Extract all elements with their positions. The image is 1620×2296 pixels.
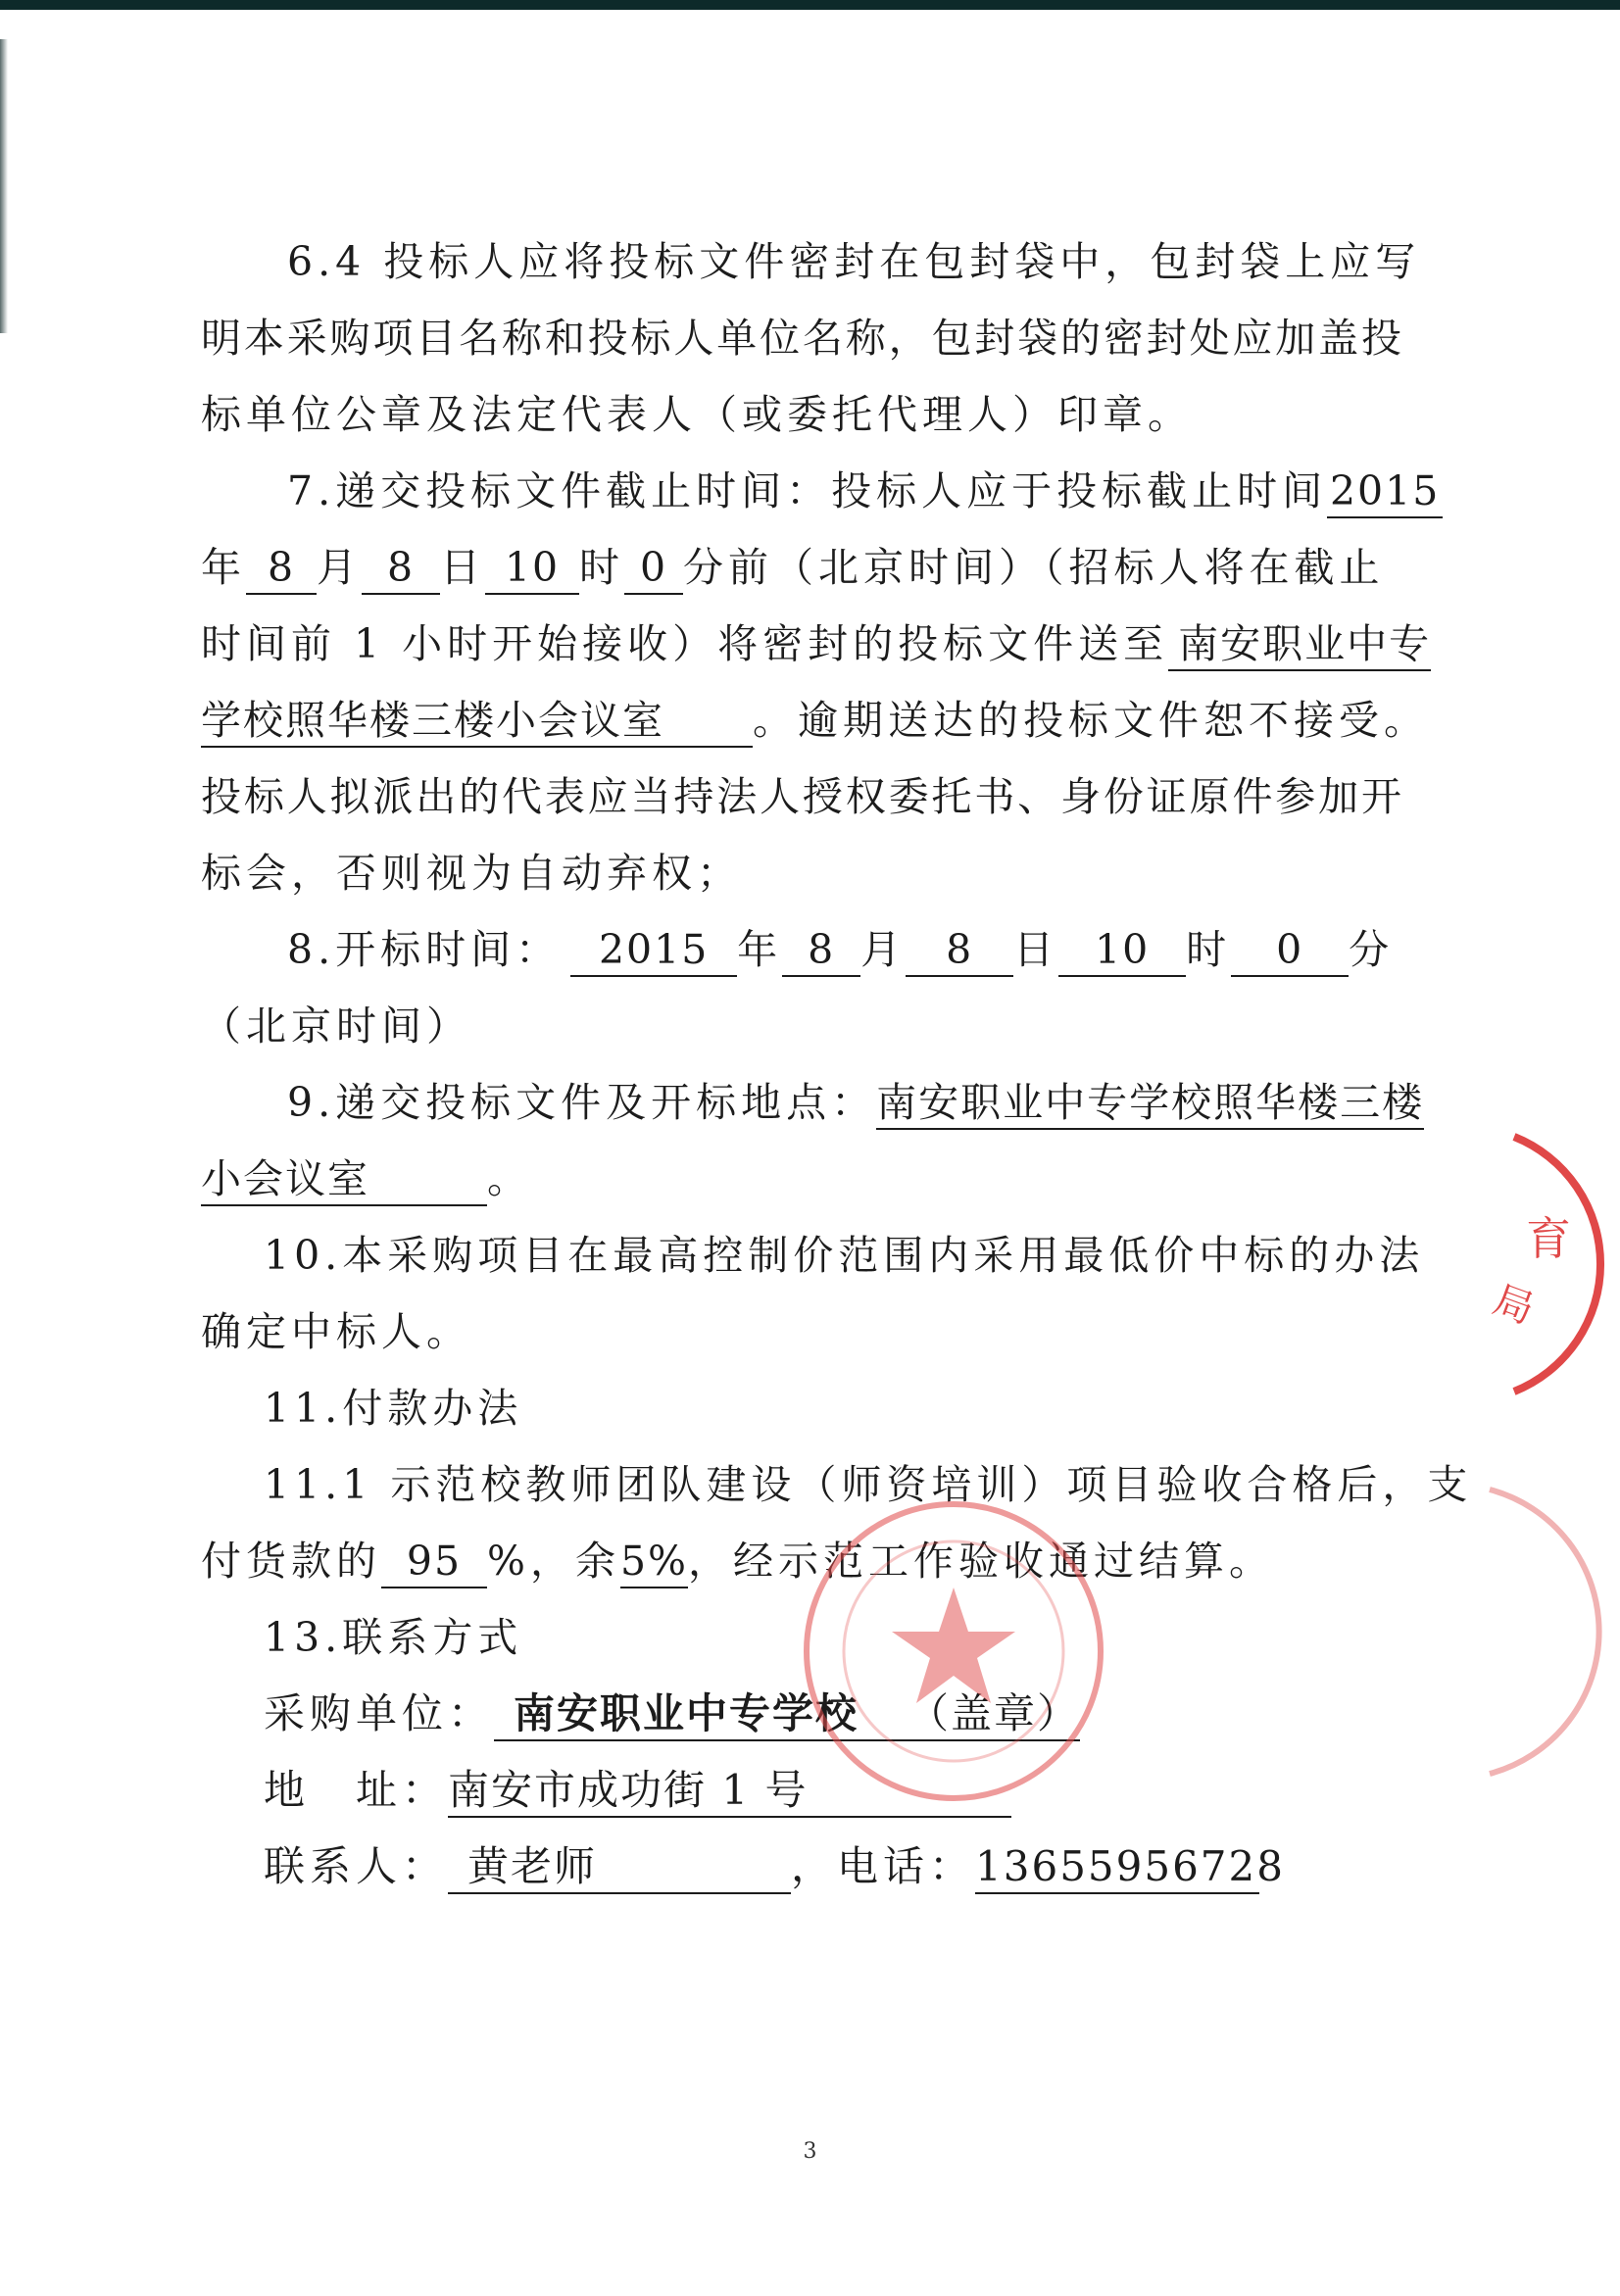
p13-contact-line [201,1829,1401,1905]
p7-line3-text: 时间前 1 小时开始接收）将密封的投标文件送至 [201,620,1169,667]
p7-day-value: 8 [362,542,440,595]
p8-year-unit: 年 [737,926,783,973]
p11-percent-value: 95 [381,1536,487,1588]
p7-month-unit: 月 [317,544,362,591]
p7-place-part2: 学校照华楼三楼小会议室 [201,695,753,748]
buyer-name: 南安职业中专学校 [514,1689,859,1737]
p11-text1: 11.1 示范校教师团队建设（师资培训）项目验收合格后，支 [264,1461,1473,1508]
p7-year-unit: 年 [201,544,246,591]
p6-4-text3: 标单位公章及法定代表人（或委托代理人）印章。 [201,391,1193,438]
p10-text2: 确定中标人。 [201,1308,471,1355]
p7-hour-unit: 时 [579,544,624,591]
address-label: 地 址： [264,1766,449,1814]
p9-line1 [201,1064,1425,1141]
p7-line6 [201,835,1401,911]
p8-hour-value: 10 [1058,924,1186,977]
p11-rest-value: 5% [620,1536,688,1588]
p7-minute-value: 0 [624,542,683,595]
p13-title: 13.联系方式 [264,1614,523,1661]
p7-line2 [201,529,1401,606]
p8-day-value: 8 [906,924,1013,977]
p8-year-value: 2015 [570,924,737,977]
p6-4-text2: 明本采购项目名称和投标人单位名称，包封袋的密封处应加盖投 [201,315,1401,362]
p11-pre: 付货款的 [201,1538,381,1585]
right-margin-seal-top [1455,1117,1620,1411]
scan-left-edge [0,39,8,333]
p7-hour-value: 10 [485,542,579,595]
p9-label: 9.递交投标文件及开标地点： [287,1079,877,1126]
p7-line4 [201,682,1429,758]
p6-4-line3 [201,376,1401,453]
p6-4-line1 [201,223,1421,300]
seal-star-icon [892,1588,1015,1703]
p7-line6-text: 标会，否则视为自动弃权； [201,850,742,897]
p7-month-value: 8 [246,542,317,595]
p9-line2 [201,1141,1401,1217]
p11-title: 11.付款办法 [264,1385,523,1432]
p8-line2 [201,988,1401,1064]
p8-label: 8.开标时间： [287,926,562,973]
seal-char-1: 育 [1526,1212,1571,1265]
scan-top-edge [0,0,1620,10]
p9-place-part1: 南安职业中专学校照华楼三楼 [876,1077,1424,1130]
p7-line1 [201,453,1441,529]
p11-post: ，经示范工作验收通过结算。 [688,1538,1275,1585]
p8-line1 [201,911,1401,988]
address-value: 南安市成功街 1 号 [448,1765,1011,1818]
p8-timezone: （北京时间） [201,1002,471,1050]
seal-arc-bottom [1490,1490,1599,1774]
p7-place-part1: 南安职业中专 [1168,618,1431,671]
p9-end: 。 [487,1155,532,1202]
p7-deadline-label: 7.递交投标文件截止时间：投标人应于投标截止时间 [287,467,1328,514]
p7-line5-text: 投标人拟派出的代表应当持法人授权委托书、身份证原件参加开 [201,773,1401,820]
p8-hour-unit: 时 [1186,926,1232,973]
p8-month-value: 8 [782,924,860,977]
contact-label: 联系人： [264,1842,449,1890]
p7-line3 [201,606,1432,682]
p8-minute-value: 0 [1231,924,1349,977]
p8-day-unit: 日 [1013,926,1059,973]
buyer-seal-note: （盖章） [908,1689,1081,1737]
p6-4-line2 [201,300,1401,376]
p9-place-part2: 小会议室 [201,1153,487,1206]
phone-value: 13655956728 [975,1841,1259,1894]
p7-day-unit: 日 [440,544,485,591]
p11-title-line [201,1370,1401,1446]
p10-text1: 10.本采购项目在最高控制价范围内采用最低价中标的办法 [264,1232,1425,1279]
p7-year-value: 2015 [1327,465,1443,518]
p8-minute-unit: 分 [1349,926,1395,973]
phone-label: ，电话： [791,1842,976,1890]
p11-mid: %，余 [487,1538,620,1585]
p7-line2-rest: 分前（北京时间）（招标人将在截止 [683,544,1385,591]
p8-month-unit: 月 [860,926,907,973]
right-margin-seal-bottom [1470,1480,1620,1793]
buyer-label: 采购单位： [264,1689,495,1737]
p6-4-text1: 6.4 投标人应将投标文件密封在包封袋中，包封袋上应写 [287,238,1421,285]
p10-line2 [201,1294,1401,1370]
contact-name: 黄老师 [448,1841,791,1894]
p10-line1 [201,1217,1425,1294]
p7-line4-text: 。逾期送达的投标文件恕不接受。 [753,697,1429,744]
p7-line5 [201,758,1401,835]
seal-char-2: 局 [1487,1277,1540,1334]
page-number: 3 [803,2139,817,2164]
school-seal-stamp [792,1490,1115,1813]
